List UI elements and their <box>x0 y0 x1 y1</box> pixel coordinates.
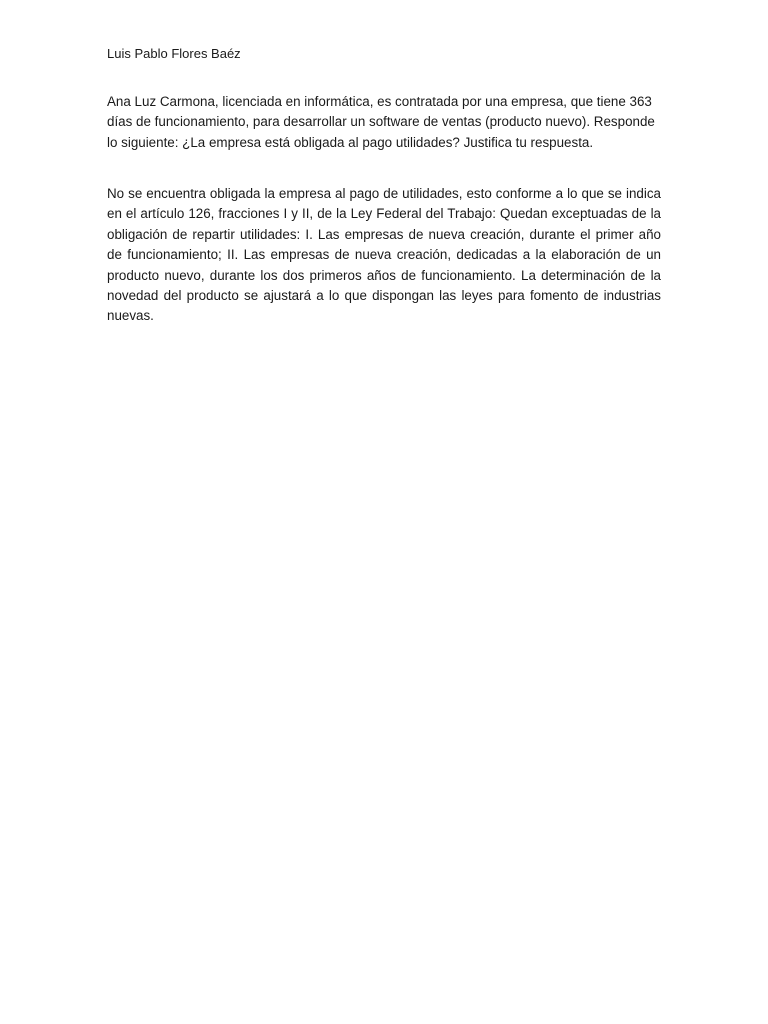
answer-paragraph: No se encuentra obligada la empresa al pago de utilidades, esto conforme a lo que se indica en el artículo 126, fracciones I y II, de la Ley Federal del Trabajo: Quedan exceptuadas de la obligación de repartir utilidades: I. Las empresas de nueva creación, durante el primer año de funcionamiento; II. Las empresas de nueva creación, dedicadas a la elaboración de un producto nuevo, durante los dos primeros años de funcionamiento. La determinación de la novedad del producto se ajustará a lo que dispongan las leyes para fomento de industrias nuevas. <box>107 186 661 324</box>
author-name: Luis Pablo Flores Baéz <box>107 46 241 61</box>
question-paragraph: Ana Luz Carmona, licenciada en informática, es contratada por una empresa, que tiene 363 días de funcionamiento, para desarrollar un software de ventas (producto nuevo). Responde lo siguiente: ¿La empresa está obligada al pago utilidades? Justifica tu respuesta. <box>107 94 655 150</box>
